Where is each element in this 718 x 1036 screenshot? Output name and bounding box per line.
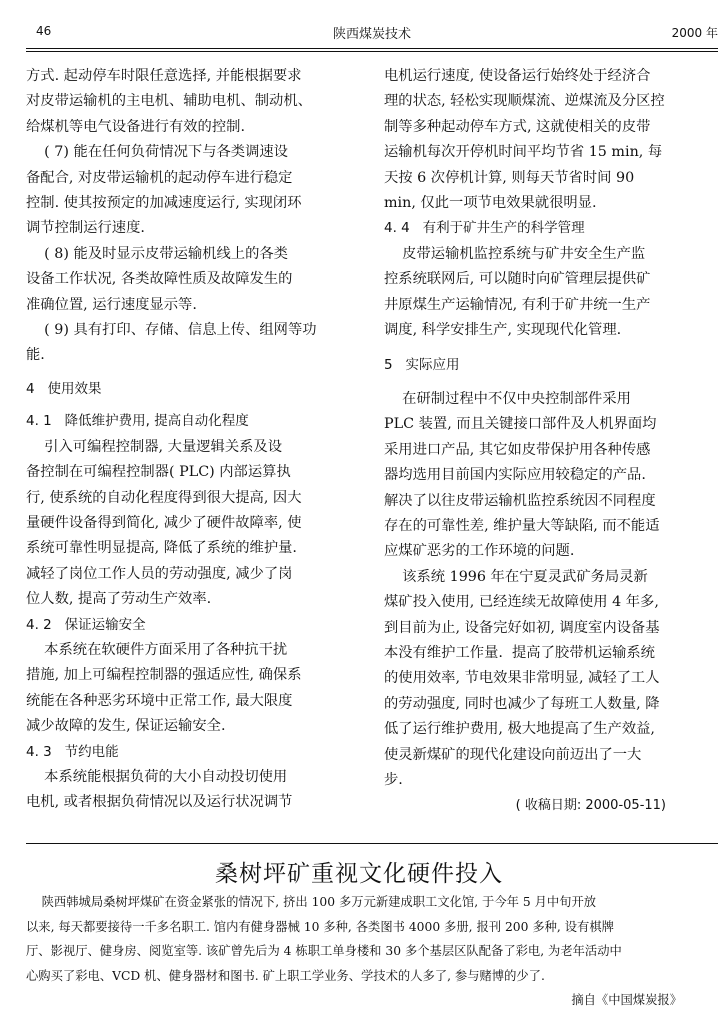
paragraph-line: 使灵新煤矿的现代化建设向前迈出了一大 [384,746,642,763]
paragraph-line: 减轻了岗位工作人员的劳动强度, 减少了岗 [26,565,293,582]
paragraph-line: 理的状态, 轻松实现顺煤流、逆煤流及分区控 [384,93,665,110]
paragraph-line: 给煤机等电气设备进行有效的控制. [26,118,245,135]
paragraph-line: 电机, 或者根据负荷情况以及运行状况调节 [26,794,293,811]
paragraph-line: 皮带运输机监控系统与矿井安全生产监 [384,245,646,262]
paragraph-line: 存在的可靠性差, 维护量大等缺陷, 而不能适 [384,517,660,534]
paragraph-line: 的使用效率, 节电效果非常明显, 减轻了工人 [384,670,660,687]
paragraph-line: 天按 6 次停机计算, 则每天节省时间 90 [384,169,635,186]
paragraph-line: 煤矿投入使用, 已经连续无故障使用 4 年多, [384,594,659,611]
paragraph-line: 运输机每次开停机时间平均节省 15 min, 每 [384,144,663,161]
news-line: 心购买了彩电、VCD 机、健身器材和图书. 矿上职工学业务、学技术的人多了, 参与赌博的少了. [26,968,545,983]
paragraph-line: 方式. 起动停车时限任意选择, 并能根据要求 [26,68,302,84]
paragraph-line: 调节控制运行速度. [26,220,145,237]
page-number: 46 [36,24,52,38]
paragraph-line: 器均选用目前国内实际应用较稳定的产品. [384,467,646,484]
news-line: 厅、影视厅、健身房、阅览室等. 该矿曾先后为 4 栋职工单身楼和 30 多个基层区队配备了彩电, 为老年活动中 [26,944,622,958]
paragraph-line: 解决了以往皮带运输机监控系统因不同程度 [384,492,656,509]
paragraph-line: 的劳动强度, 同时也减少了每班工人数量, 降 [384,695,660,712]
received-date: ( 收稿日期: 2000-05-11) [515,798,666,814]
paragraph-line: 应煤矿恶劣的工作环境的问题. [384,543,575,560]
paragraph-line: ( 7) 能在任何负荷情况下与各类调速设 [26,144,288,161]
paragraph-line: 引入可编程控制器, 大量逻辑关系及设 [26,438,283,455]
paragraph-line: 本系统在软硬件方面采用了各种抗干扰 [26,641,288,658]
paragraph-line: 步. [384,771,403,788]
journal-name: 陕西煤炭技术 [332,27,411,42]
paragraph-line: PLC 装置, 而且关键接口部件及人机界面均 [384,416,657,433]
paragraph-line: 电机运行速度, 使设备运行始终处于经济合 [384,68,651,84]
header-rule [26,48,718,49]
news-source: 摘自《中国煤炭报》 [571,993,682,1007]
paragraph-line: 统能在各种恶劣环境中正常工作, 最大限度 [26,692,293,709]
section-heading: 4. 1 降低维护费用, 提高自动化程度 [26,413,249,430]
paragraph-line: 设备工作状况, 各类故障性质及故障发生的 [26,271,293,288]
paragraph-line: 低了运行维护费用, 极大地提高了生产效益, [384,721,655,738]
paragraph-line: min, 仅此一项节电效果就很明显. [384,195,597,212]
section-heading: 5 实际应用 [384,357,460,374]
paragraph-line: 在研制过程中不仅中央控制部件采用 [384,390,631,407]
section-divider [26,843,718,844]
running-header [26,22,718,44]
paragraph-line: 能. [26,347,45,364]
left-column [26,64,352,816]
paragraph-line: ( 8) 能及时显示皮带运输机线上的各类 [26,245,288,262]
paragraph-line: 本没有维护工作量. 提高了胶带机运输系统 [384,644,655,661]
paragraph-line: 到目前为止, 设备完好如初, 调度室内设备基 [384,619,660,636]
section-heading: 4. 2 保证运输安全 [26,616,146,633]
paragraph-line: 准确位置, 运行速度显示等. [26,296,197,313]
right-column [384,64,718,819]
issue-year: 2000 年 [671,26,718,40]
paragraph-line: 本系统能根据负荷的大小自动投切使用 [26,768,288,785]
paragraph-line: 调度, 科学安排生产, 实现现代化管理. [384,322,622,339]
paragraph-line: 控制. 使其按预定的加减速度运行, 实现闭环 [26,195,302,212]
paragraph-line: 措施, 加上可编程控制器的强适应性, 确保系 [26,667,302,684]
section-heading: 4 使用效果 [26,380,102,397]
paragraph-line: 行, 使系统的自动化程度得到很大提高, 因大 [26,489,302,506]
paragraph-line: 备配合, 对皮带运输机的起动停车进行稳定 [26,169,293,186]
paragraph-line: 井原煤生产运输情况, 有利于矿井统一生产 [384,296,651,313]
paragraph-line: 采用进口产品, 其它如皮带保护用各种传感 [384,441,651,458]
paragraph-line: 该系统 1996 年在宁夏灵武矿务局灵新 [384,568,648,585]
header-rule-thin [26,51,718,52]
section-heading: 4. 3 节约电能 [26,743,119,760]
news-line: 以来, 每天都要接待一千多名职工. 馆内有健身器械 10 多种, 各类图书 4000 多册, 报刊 200 多种, 设有棋牌 [26,919,614,934]
news-title: 桑树坪矿重视文化硬件投入 [215,861,503,887]
news-line: 陕西韩城局桑树坪煤矿在资金紧张的情况下, 挤出 100 多万元新建成职工文化馆, 于今年 5 月中旬开放 [26,895,597,909]
paragraph-line: ( 9) 具有打印、存储、信息上传、组网等功 [26,322,317,339]
paragraph-line: 量硬件设备得到简化, 减少了硬件故障率, 使 [26,514,302,531]
paragraph-line: 制等多种起动停车方式, 这就使相关的皮带 [384,118,651,135]
paragraph-line: 系统可靠性明显提高, 降低了系统的维护量. [26,540,297,557]
paragraph-line: 减少故障的发生, 保证运输安全. [26,718,226,735]
paragraph-line: 控系统联网后, 可以随时向矿管理层提供矿 [384,271,651,288]
paragraph-line: 对皮带运输机的主电机、辅助电机、制动机、 [26,93,312,110]
section-heading: 4. 4 有利于矿井生产的科学管理 [384,220,585,237]
news-item [26,890,718,1007]
paragraph-line: 位人数, 提高了劳动生产效率. [26,591,212,608]
paragraph-line: 备控制在可编程控制器( PLC) 内部运算执 [26,464,291,481]
